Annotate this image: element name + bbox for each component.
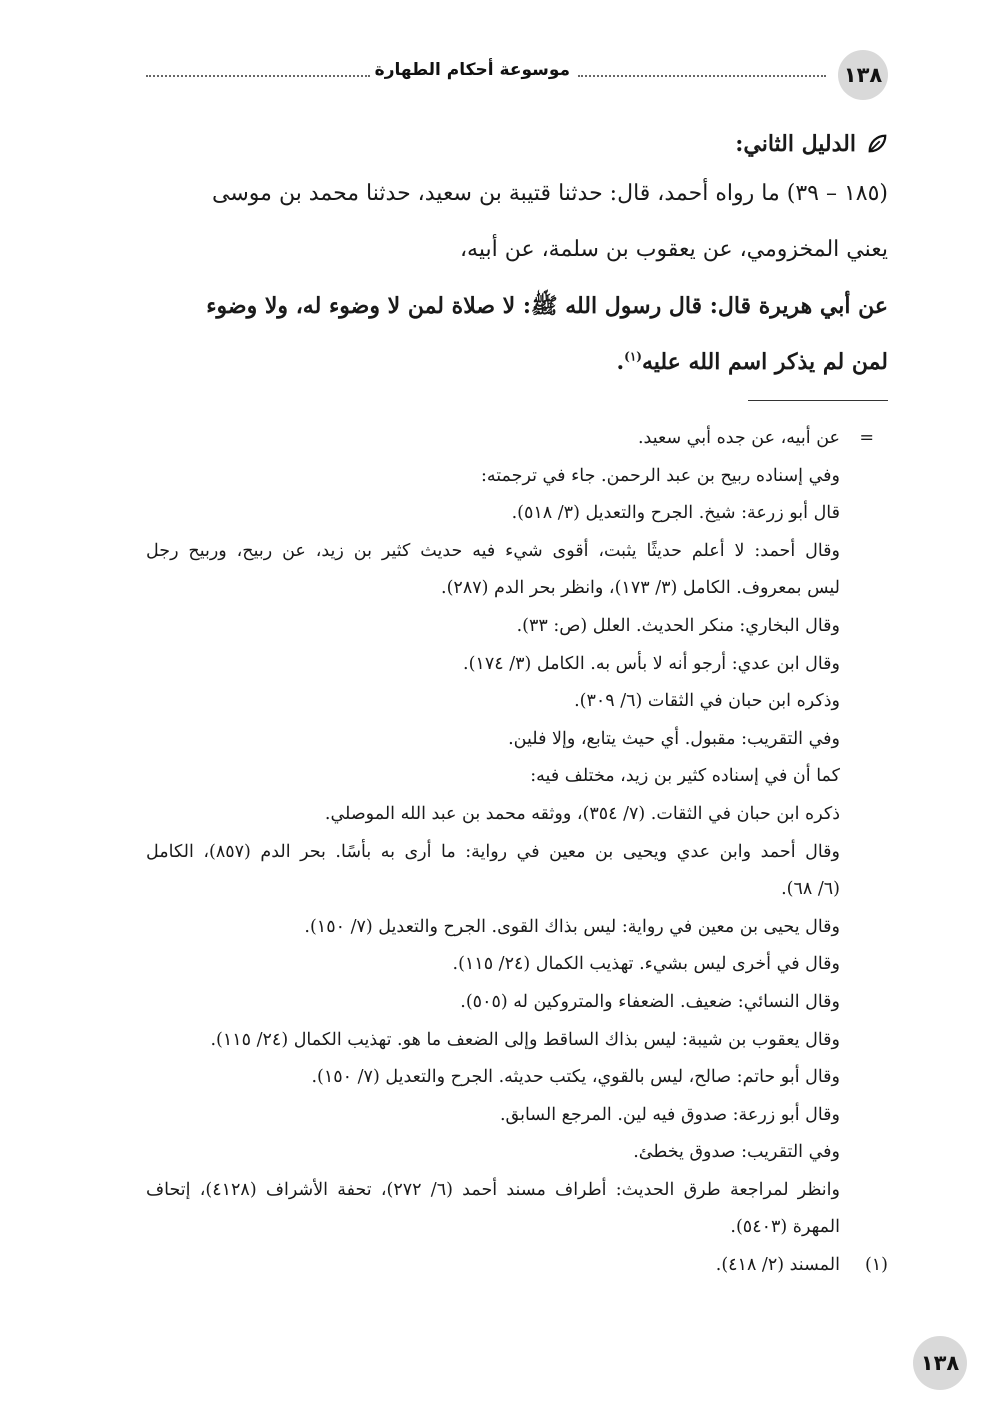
- hadith-matn: [146, 278, 888, 390]
- note-line: عن أبيه، عن جده أبي سعيد.: [637, 428, 840, 448]
- note-line: وقال يعقوب بن شيبة: ليس بذاك الساقط وإلى الضعف ما هو. تهذيب الكمال (٢٤/ ١١٥).: [210, 1029, 840, 1050]
- footnote-1: [146, 1247, 888, 1285]
- continued-note: [146, 420, 888, 1247]
- header-dots-right: [578, 75, 826, 77]
- note-line: كما أن في إسناده كثير بن زيد، مختلف فيه:: [530, 766, 840, 787]
- header-page-number: ١٣٨: [838, 50, 888, 100]
- hadith-number: (١٨٥ – ٣٩): [786, 181, 888, 206]
- chain-line-1: ما رواه أحمد، قال: حدثنا قتيبة بن سعيد، حدثنا محمد بن موسى: [212, 181, 787, 206]
- note-line: وفي التقريب: مقبول. أي حيث يتابع، وإلا فلين.: [508, 728, 840, 749]
- running-header: [146, 50, 888, 98]
- hadith-chain: [146, 166, 888, 278]
- book-title: موسوعة أحكام الطهارة: [374, 60, 570, 80]
- footnote-separator: [748, 400, 888, 401]
- note-line: وفي إسناده ربيح بن عبد الرحمن. جاء في ترجمته:: [480, 465, 840, 486]
- note-line: المهرة (٥٤٠٣).: [730, 1217, 840, 1238]
- matn-line-2: لمن لم يذكر اسم الله عليه: [641, 349, 888, 375]
- note-line: ليس بمعروف. الكامل (٣/ ١٧٣)، وانظر بحر الدم (٢٨٧).: [441, 578, 840, 599]
- note-line: (٦/ ٦٨).: [781, 879, 840, 900]
- note-line: وقال في أخرى ليس بشيء. تهذيب الكمال (٢٤/ ١١٥).: [452, 954, 840, 975]
- header-dots-left: [146, 75, 370, 77]
- note-line: وقال يحيى بن معين في رواية: ليس بذاك القوى. الجرح والتعديل (٧/ ١٥٠).: [304, 916, 840, 937]
- note-line: وقال أحمد وابن عدي ويحيى بن معين في رواية: ما أرى به بأسًا. بحر الدم (٨٥٧)، الكامل: [146, 841, 840, 862]
- note-line: وفي التقريب: صدوق يخطئ.: [633, 1142, 840, 1163]
- section-heading: [146, 122, 888, 166]
- chain-line-2: يعني المخزومي، عن يعقوب بن سلمة، عن أبيه،: [459, 237, 888, 262]
- note-line: وذكره ابن حبان في الثقات (٦/ ٣٠٩).: [574, 691, 840, 712]
- note-line: وقال البخاري: منكر الحديث. العلل (ص: ٣٣).: [516, 615, 840, 636]
- leaf-icon: [866, 133, 888, 155]
- heading-text: الدليل الثاني:: [735, 131, 856, 157]
- matn-line-1: عن أبي هريرة قال: قال رسول الله ﷺ: لا صلاة لمن لا وضوء له، ولا وضوء: [206, 293, 888, 319]
- note-line: وقال النسائي: ضعيف. الضعفاء والمتروكين له (٥٠٥).: [460, 991, 840, 1012]
- matn-end: .: [616, 349, 625, 375]
- note-line: قال أبو زرعة: شيخ. الجرح والتعديل (٣/ ٥١٨).: [511, 503, 840, 524]
- note-line: وقال أبو زرعة: صدوق فيه لين. المرجع السابق.: [499, 1104, 840, 1125]
- footnote-reference[interactable]: (١): [624, 349, 642, 364]
- note-line: ذكره ابن حبان في الثقات. (٧/ ٣٥٤)، ووثقه محمد بن عبد الله الموصلي.: [324, 803, 840, 824]
- continuation-marker: =: [859, 428, 874, 448]
- footnote-1-number: (١): [864, 1255, 888, 1276]
- footnotes: [146, 420, 888, 1285]
- note-line: وقال ابن عدي: أرجو أنه لا بأس به. الكامل (٣/ ١٧٤).: [463, 653, 840, 674]
- note-line: وقال أحمد: لا أعلم حديثًا يثبت، أقوى شيء فيه حديث كثير بن زيد، عن ربيح، وربيح رجل: [146, 540, 840, 561]
- main-text: [146, 122, 888, 390]
- note-line: وانظر لمراجعة طرق الحديث: أطراف مسند أحمد (٦/ ٢٧٢)، تحفة الأشراف (٤١٢٨)، إتحاف: [146, 1179, 840, 1200]
- footnote-1-text: المسند (٢/ ٤١٨).: [715, 1255, 840, 1276]
- footer-page-number: ١٣٨: [913, 1336, 967, 1390]
- note-line: وقال أبو حاتم: صالح، ليس بالقوي، يكتب حديثه. الجرح والتعديل (٧/ ١٥٠).: [311, 1067, 840, 1088]
